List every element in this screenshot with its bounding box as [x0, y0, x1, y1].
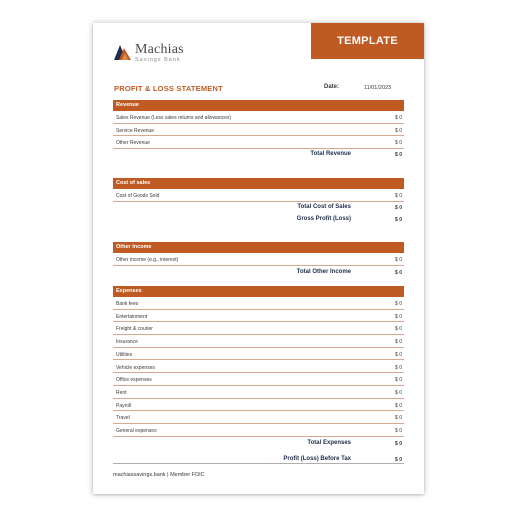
- bank-logo: [114, 43, 184, 64]
- row-value: $ 0: [395, 193, 402, 199]
- total-revenue-row: [113, 149, 404, 161]
- row-label: General expenses: [116, 428, 157, 434]
- total-label: Total Cost of Sales: [297, 204, 351, 210]
- table-row: [113, 253, 404, 266]
- table-row: [113, 124, 404, 137]
- section-header-revenue: Revenue: [113, 100, 404, 111]
- total-label: Total Expenses: [307, 440, 351, 446]
- row-value: $ 0: [395, 364, 402, 371]
- row-value: $ 0: [395, 140, 402, 147]
- row-label: Office expenses: [116, 377, 152, 384]
- row-label: Payroll: [116, 402, 132, 409]
- row-value: $ 0: [395, 402, 402, 409]
- logo-name: Machias: [135, 42, 184, 57]
- row-value: $ 0: [395, 351, 402, 358]
- row-label: Freight & courier: [116, 326, 153, 333]
- gross-profit-row: [113, 214, 404, 226]
- table-row: [113, 348, 404, 361]
- table-row: [113, 424, 404, 437]
- total-cost-of-sales-row: [113, 202, 404, 214]
- row-label: Bank fees: [116, 301, 139, 307]
- row-value: $ 0: [395, 339, 402, 346]
- document-page: [93, 23, 424, 494]
- section-header-cost-of-sales: Cost of sales: [113, 178, 404, 189]
- row-label: Service Revenue: [116, 127, 155, 134]
- row-value: $ 0: [395, 257, 402, 263]
- template-banner: TEMPLATE: [311, 23, 424, 59]
- row-value: $ 0: [395, 389, 402, 396]
- row-value: $ 0: [395, 115, 402, 121]
- row-value: $ 0: [395, 127, 402, 134]
- table-row: [113, 386, 404, 399]
- row-value: $ 0: [395, 326, 402, 333]
- section-header-other-income: Other Income: [113, 242, 404, 253]
- mountain-logo-icon: [114, 43, 132, 61]
- row-label: Travel: [116, 415, 130, 422]
- table-row: [113, 310, 404, 323]
- row-value: $ 0: [395, 377, 402, 384]
- table-row: [113, 297, 404, 310]
- row-label: Other Revenue: [116, 140, 150, 147]
- table-row: [113, 411, 404, 424]
- row-value: $ 0: [395, 428, 402, 434]
- table-row: [113, 136, 404, 149]
- table-row: [113, 322, 404, 335]
- document-title: PROFIT & LOSS STATEMENT: [114, 84, 223, 93]
- page-footer: machiassavings.bank | Member FDIC: [113, 463, 404, 478]
- total-value: $ 0: [395, 457, 402, 463]
- row-value: $ 0: [395, 301, 402, 307]
- total-label: Total Other Income: [296, 269, 351, 275]
- date-value: 11/01/2023: [364, 85, 392, 91]
- total-expenses-row: [113, 438, 404, 450]
- date-label: Date:: [324, 84, 340, 90]
- table-row: [113, 111, 404, 124]
- row-label: Other income (e.g., interest): [116, 257, 179, 263]
- row-label: Cost of Goods Sold: [116, 193, 160, 199]
- table-row: [113, 361, 404, 374]
- total-value: $ 0: [395, 270, 402, 276]
- row-label: Utilities: [116, 351, 133, 358]
- total-label: Profit (Loss) Before Tax: [283, 456, 351, 462]
- row-label: Vehicle expenses: [116, 364, 155, 371]
- total-other-income-row: [113, 267, 404, 279]
- total-label: Total Revenue: [310, 151, 351, 157]
- row-label: Sales Revenue (Less sales returns and allowances): [116, 115, 232, 121]
- total-label: Gross Profit (Loss): [296, 216, 351, 222]
- total-value: $ 0: [395, 217, 402, 223]
- logo-subtitle: Savings Bank: [135, 57, 181, 63]
- section-header-expenses: Expenses: [113, 286, 404, 297]
- table-row: [113, 335, 404, 348]
- total-value: $ 0: [395, 205, 402, 211]
- total-value: $ 0: [395, 441, 402, 447]
- row-label: Rent: [116, 389, 127, 396]
- table-row: [113, 399, 404, 412]
- row-value: $ 0: [395, 313, 402, 320]
- row-label: Entertainment: [116, 313, 148, 320]
- row-value: $ 0: [395, 415, 402, 422]
- table-row: [113, 189, 404, 202]
- row-label: Insurance: [116, 339, 138, 346]
- total-value: $ 0: [395, 152, 402, 158]
- table-row: [113, 373, 404, 386]
